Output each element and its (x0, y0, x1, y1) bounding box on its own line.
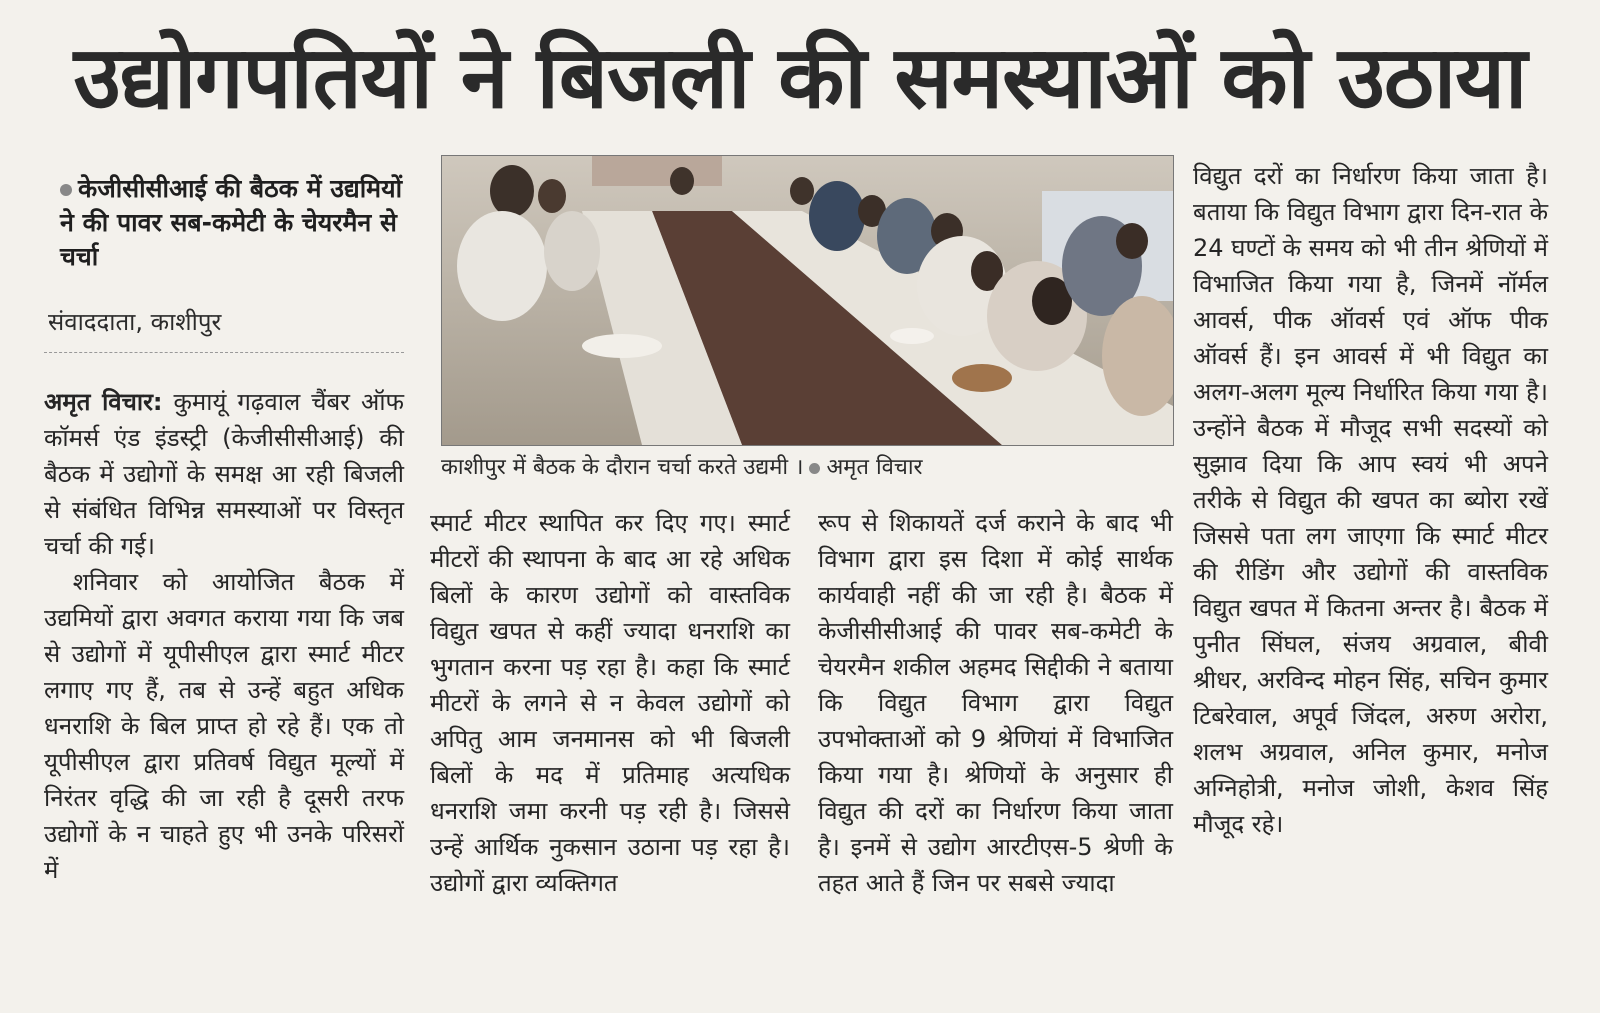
paragraph: शनिवार को आयोजित बैठक में उद्यमियों द्वारा अवगत कराया गया कि जब से उद्योगों में यूपीसीएल द्वारा स्मार्ट मीटर लगाए गए हैं, तब से उन्हें बहुत अधिक धनराशि के बिल प्राप्त हो रहे हैं। एक तो यूपीसीएल द्वारा प्रतिवर्ष विद्युत मूल्यों में निरंतर वृद्धि की जा रही है दूसरी तरफ उद्योगों के न चाहते हुए भी उनके परिसरों में (44, 568, 404, 884)
byline: संवाददाता, काशीपुर (48, 308, 222, 336)
divider (44, 352, 404, 353)
caption-text: काशीपुर में बैठक के दौरान चर्चा करते उद्यमी । (441, 455, 804, 480)
paragraph: विद्युत दरों का निर्धारण किया जाता है। बताया कि विद्युत विभाग द्वारा दिन-रात के 24 घण्टों के समय को भी तीन श्रेणियों में विभाजित किया गया है, जिनमें नॉर्मल आवर्स, पीक ऑवर्स एवं ऑफ पीक ऑवर्स हैं। इन आवर्स में भी विद्युत का अलग-अलग मूल्य निर्धारित किया गया है। उन्होंने बैठक में मौजूद सभी सदस्यों को सुझाव दिया कि आप स्वयं भी अपने तरीके से विद्युत की खपत का ब्योरा रखें जिससे पता लग जाएगा कि स्मार्ट मीटर की रीडिंग और उद्योगों की वास्तविक विद्युत खपत में कितना अन्तर है। बैठक में पुनीत सिंघल, संजय अग्रवाल, बीवी श्रीधर, अरविन्द मोहन सिंह, सचिन कुमार टिबरेवाल, अपूर्व जिंदल, अरुण अरोरा, शलभ अग्रवाल, अनिल कुमार, मनोज अग्निहोत्री, मनोज जोशी, केशव सिंह मौजूद रहे। (1193, 162, 1548, 838)
paragraph: स्मार्ट मीटर स्थापित कर दिए गए। स्मार्ट मीटरों की स्थापना के बाद आ रहे अधिक बिलों के कारण उद्योगों को वास्तविक विद्युत खपत से कहीं ज्यादा धनराशि का भुगतान करना पड़ रहा है। कहा कि स्मार्ट मीटरों के लगने से न केवल उद्योगों को अपितु आम जनमानस को भी बिजली बिलों के मद में प्रतिमाह अत्यधिक धनराशि जमा करनी पड़ रही है। जिससे उन्हें आर्थिक नुकसान उठाना पड़ रहा है। उद्योगों द्वारा व्यक्तिगत (430, 509, 790, 897)
paragraph: रूप से शिकायतें दर्ज कराने के बाद भी विभाग द्वारा इस दिशा में कोई सार्थक कार्यवाही नहीं की जा रही है। बैठक में केजीसीसीआई की पावर सब-कमेटी के चेयरमैन शकील अहमद सिद्दीकी ने बताया कि विद्युत विभाग द्वारा विद्युत उपभोक्ताओं को 9 श्रेणियां में विभाजित किया गया है। श्रेणियों के अनुसार ही विद्युत की दरों का निर्धारण किया जाता है। इनमें से उद्योग आरटीएस-5 श्रेणी के तहत आते हैं जिन पर सबसे ज्यादा (818, 509, 1173, 897)
paragraph: कुमायूं गढ़वाल चैंबर ऑफ कॉमर्स एंड इंडस्ट्री (केजीसीसीआई) की बैठक में उद्योगों के समक्ष आ रही बिजली से संबंधित विभिन्न समस्याओं पर विस्तृत चर्चा की गई। (44, 388, 404, 560)
article-column-2 (430, 505, 790, 901)
article-column-1 (44, 384, 404, 888)
bullet-icon (809, 463, 820, 474)
headline: उद्योगपतियों ने बिजली की समस्याओं को उठाया (73, 28, 1527, 128)
bullet-icon (60, 184, 72, 196)
photo-caption (441, 452, 1172, 484)
photo-credit: अमृत विचार (826, 455, 923, 480)
article-column-3 (818, 505, 1173, 901)
article-column-4 (1193, 158, 1548, 842)
dateline: अमृत विचार: (44, 388, 163, 416)
meeting-photo (441, 155, 1174, 446)
deck-subheading (60, 172, 410, 274)
deck-text: केजीसीसीआई की बैठक में उद्यमियों ने की पावर सब-कमेटी के चेयरमैन से चर्चा (60, 174, 403, 271)
